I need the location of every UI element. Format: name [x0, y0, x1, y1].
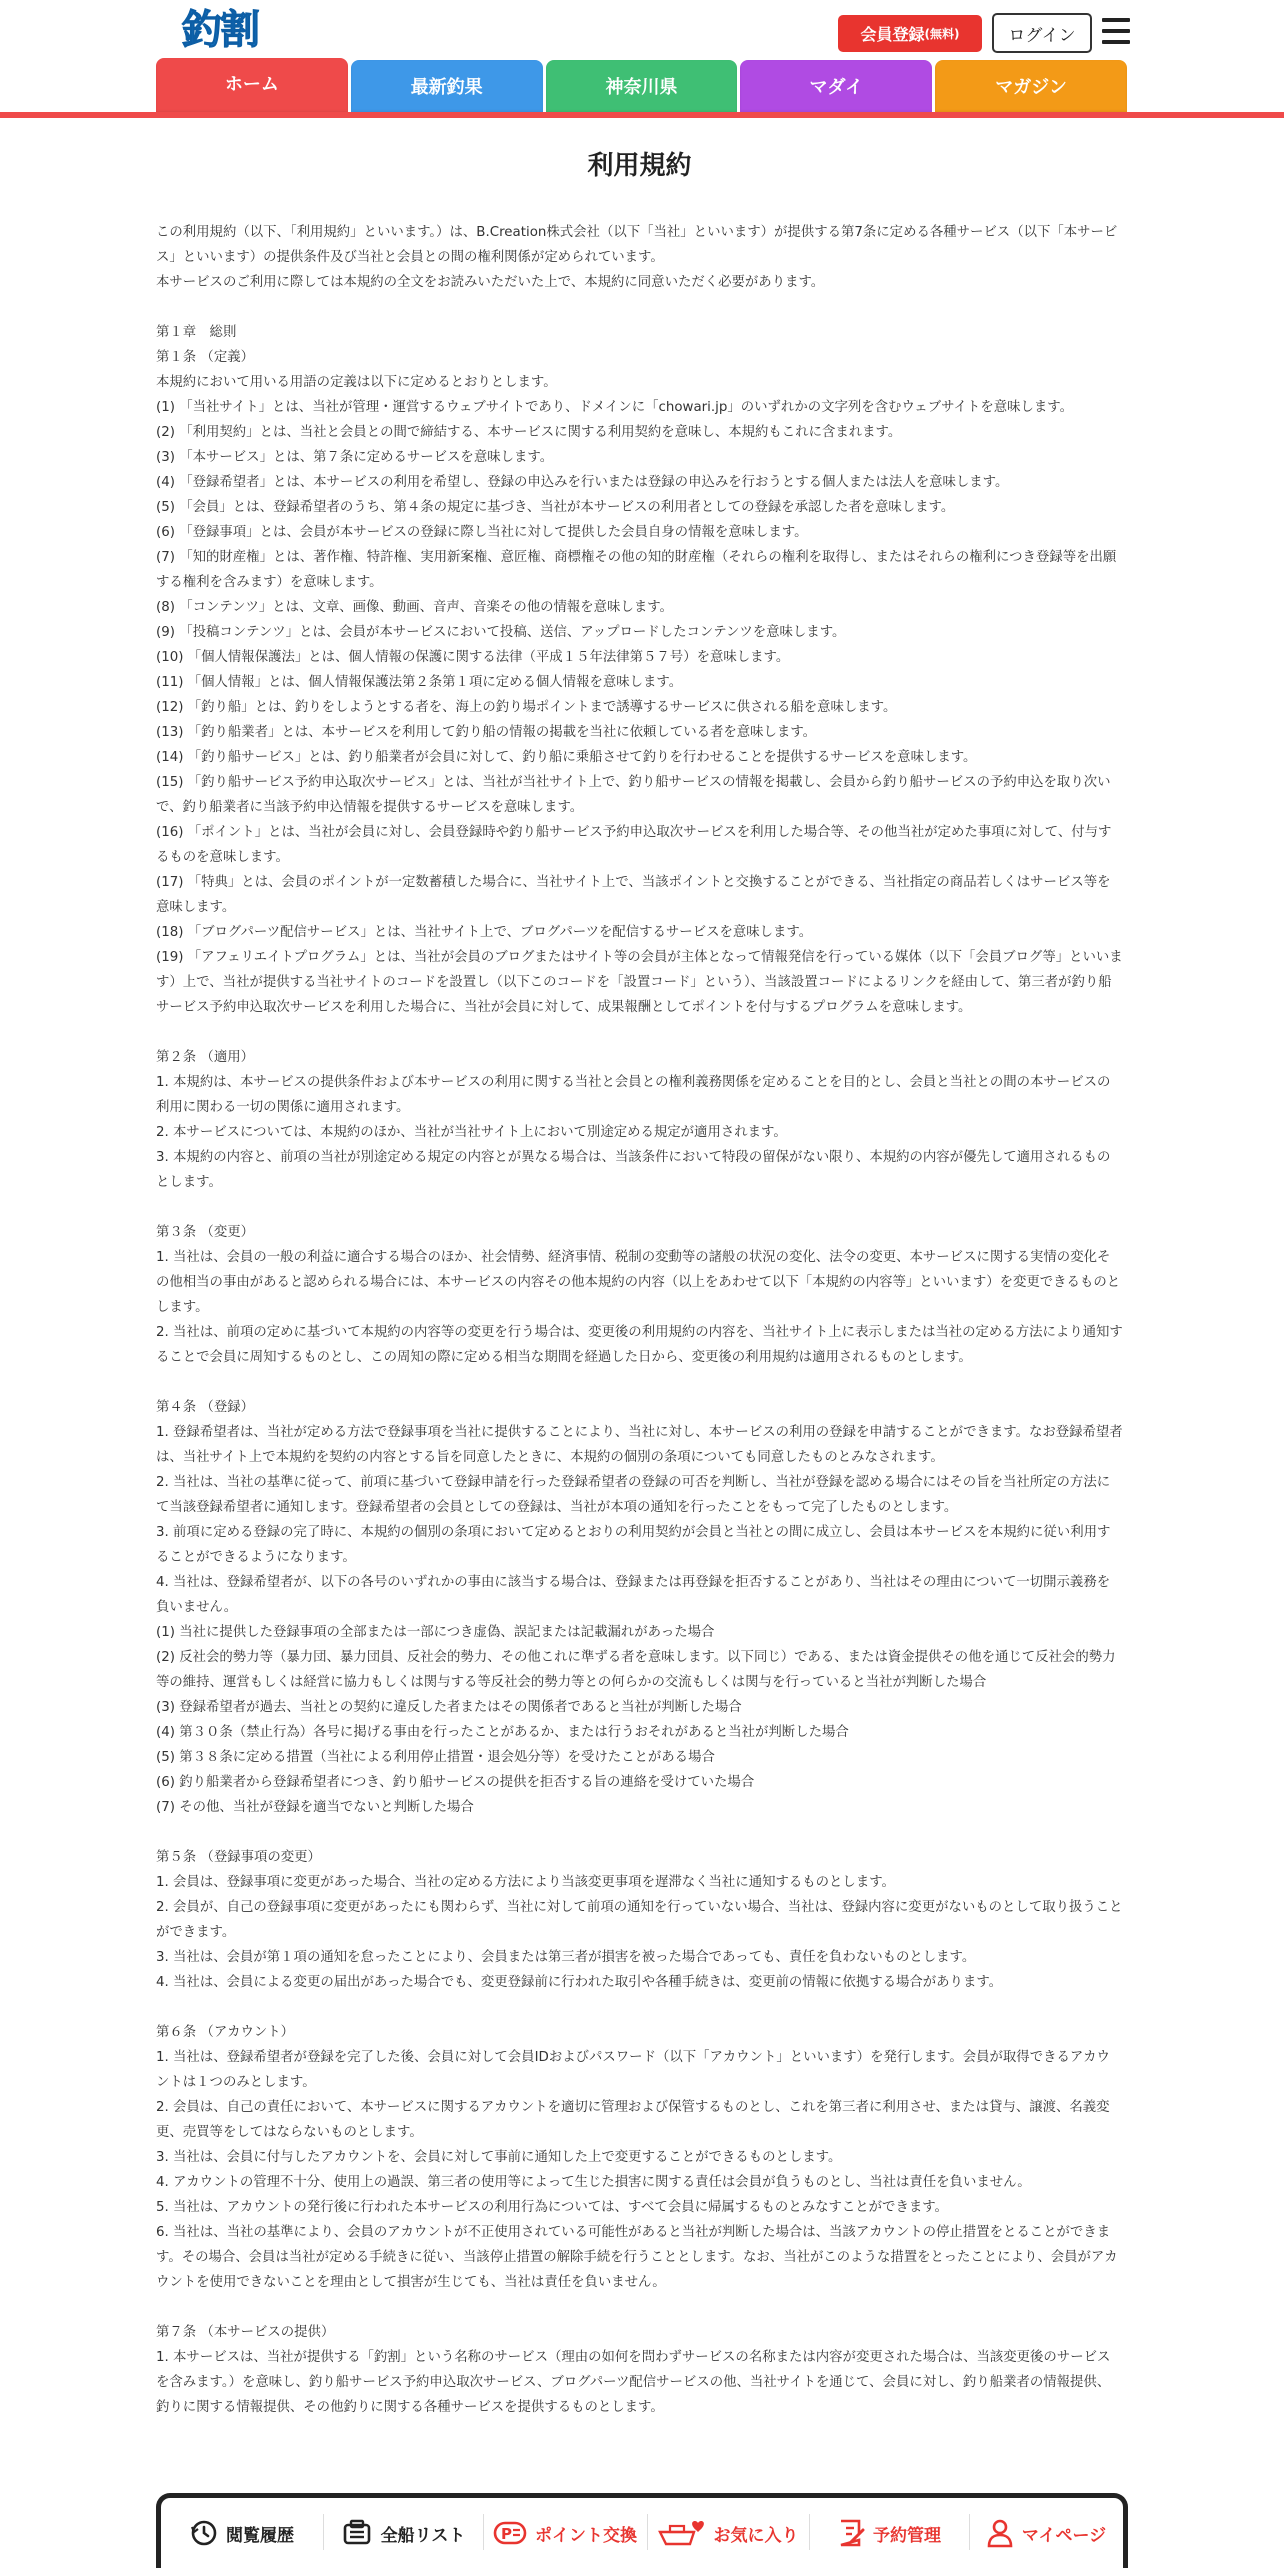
tab-madai[interactable]: マダイ — [740, 60, 932, 112]
terms-paragraph: 3. 当社は、会員に付与したアカウントを、会員に対して事前に通知した上で変更することができるものとします。 — [156, 2150, 842, 2165]
terms-paragraph: (9) 「投稿コンテンツ」とは、会員が本サービスにおいて投稿、送信、アップロードしたコンテンツを意味します。 — [156, 625, 846, 640]
reservation-icon — [837, 2518, 865, 2548]
terms-paragraph: (17) 「特典」とは、会員のポイントが一定数蓄積した場合に、当社サイト上で、当該ポイントと交換することができる、当社指定の商品若しくはサービス等を意味します。 — [156, 875, 1111, 915]
terms-paragraph: 3. 本規約の内容と、前項の当社が別途定める規定の内容とが異なる場合は、当該条件において特段の留保がない限り、本規約の内容が優先して適用されるものとします。 — [156, 1150, 1111, 1190]
paragraph-gap — [156, 1820, 1123, 1845]
tab-magazine[interactable]: マガジン — [935, 60, 1127, 112]
history-icon — [190, 2519, 218, 2547]
terms-paragraph: 5. 当社は、アカウントの発行後に行われた本サービスの利用行為については、すべて会員に帰属するものとみなすことができます。 — [156, 2200, 948, 2215]
terms-paragraph: (5) 「会員」とは、登録希望者のうち、第４条の規定に基づき、当社が本サービスの利用者としての登録を承認した者を意味します。 — [156, 500, 955, 515]
point-exchange-button[interactable] — [483, 2498, 647, 2568]
terms-paragraph: (6) 釣り船業者から登録希望者につき、釣り船サービスの提供を拒否する旨の連絡を受けていた場合 — [156, 1775, 755, 1790]
site-header — [0, 0, 1284, 60]
terms-paragraph: 4. アカウントの管理不十分、使用上の過誤、第三者の使用等によって生じた損害に関する責任は会員が負うものとし、当社は責任を負いません。 — [156, 2175, 1031, 2190]
terms-paragraph: (4) 第３０条（禁止行為）各号に掲げる事由を行ったことがあるか、または行うおそれがあると当社が判断した場合 — [156, 1725, 849, 1740]
terms-paragraph: 第１章 総則 — [156, 325, 237, 340]
user-icon — [986, 2518, 1014, 2548]
terms-paragraph: (10) 「個人情報保護法」とは、個人情報の保護に関する法律（平成１５年法律第５７号）を意味します。 — [156, 650, 790, 665]
history-label: 閲覧履歴 — [226, 2525, 294, 2546]
paragraph-gap — [156, 2295, 1123, 2320]
page-title: 利用規約 — [587, 151, 692, 181]
terms-paragraph: (19) 「アフェリエイトプログラム」とは、当社が会員のブログまたはサイト等の会員が主体となって情報発信を行っている媒体（以下「会員ブログ等」といいます）上で、当社が提供する当社サイトのコードを設置し（以下このコードを「設置コード」という）、当該設置コードによるリンクを経由して、第三者が釣り船サービス予約申込取次サービスを利用した場合に、当社が会員に対して、成果報酬としてポイントを付与するプログラムを意味します。 — [156, 950, 1123, 1015]
terms-paragraph: 2. 会員が、自己の登録事項に変更があったにも関わらず、当社に対して前項の通知を行っていない場合、当社は、登録内容に変更がないものとして取り扱うことができます。 — [156, 1900, 1123, 1940]
terms-paragraph: (2) 「利用契約」とは、当社と会員との間で締結する、本サービスに関する利用契約を意味し、本規約もこれに含まれます。 — [156, 425, 902, 440]
all-ships-label: 全船リスト — [380, 2525, 466, 2546]
register-label: 会員登録 — [860, 25, 925, 44]
terms-paragraph: 3. 当社は、会員が第１項の通知を怠ったことにより、会員または第三者が損害を被った場合であっても、責任を負わないものとします。 — [156, 1950, 976, 1965]
paragraph-gap — [156, 1195, 1123, 1220]
terms-paragraph: 本規約において用いる用語の定義は以下に定めるとおりとします。 — [156, 375, 557, 390]
terms-paragraph: (2) 反社会的勢力等（暴力団、暴力団員、反社会的勢力、その他これに準ずる者を意味します。以下同じ）である、または資金提供その他を通じて反社会的勢力等の維持、運営もしくは経営に協力もしくは関与する等反社会的勢力等との何らかの交流もしくは関与を行っていると当社が判断した場合 — [156, 1650, 1116, 1690]
main-content — [156, 118, 1123, 2420]
paragraph-gap — [156, 1020, 1123, 1045]
terms-paragraph: 2. 本サービスについては、本規約のほか、当社が当社サイト上において別途定める規定が適用されます。 — [156, 1125, 787, 1140]
site-logo[interactable] — [182, 6, 258, 54]
terms-paragraph: 4. 当社は、登録希望者が、以下の各号のいずれかの事由に該当する場合は、登録または再登録を拒否することがあり、当社はその理由について一切開示義務を負いません。 — [156, 1575, 1111, 1615]
terms-paragraph: (16) 「ポイント」とは、当社が会員に対し、会員登録時や釣り船サービス予約申込取次サービスを利用した場合等、その他当社が定めた事項に対して、付与するものを意味します。 — [156, 825, 1112, 865]
register-button[interactable] — [838, 15, 982, 52]
terms-paragraph: 2. 当社は、前項の定めに基づいて本規約の内容等の変更を行う場合は、変更後の利用規約の内容を、当社サイト上に表示しまたは当社の定める方法により通知することで会員に周知するものとし、この周知の際に定める相当な期間を経過した日から、変更後の利用規約は適用されるものとします。 — [156, 1325, 1123, 1365]
terms-paragraph: 第５条 （登録事項の変更） — [156, 1850, 321, 1865]
terms-paragraph: (15) 「釣り船サービス予約申込取次サービス」とは、当社が当社サイト上で、釣り船サービスの情報を掲載し、会員から釣り船サービスの予約申込を取り次いで、釣り船業者に当該予約申込情報を提供するサービスを意味します。 — [156, 775, 1111, 815]
main-nav — [156, 60, 1127, 112]
mypage-label: マイページ — [1021, 2525, 1107, 2546]
terms-paragraph: (13) 「釣り船業者」とは、本サービスを利用して釣り船の情報の掲載を当社に依頼している者を意味します。 — [156, 725, 817, 740]
mypage-button[interactable] — [969, 2498, 1123, 2568]
tab-kanagawa[interactable]: 神奈川県 — [546, 60, 738, 112]
terms-paragraph: (3) 「本サービス」とは、第７条に定めるサービスを意味します。 — [156, 450, 554, 465]
terms-paragraph: (7) 「知的財産権」とは、著作権、特許権、実用新案権、意匠権、商標権その他の知的財産権（それらの権利を取得し、またはそれらの権利につき登録等を出願する権利を含みます）を意味します。 — [156, 550, 1117, 590]
register-suffix: (無料) — [924, 27, 960, 41]
tab-home[interactable]: ホーム — [156, 58, 348, 112]
all-ships-button[interactable] — [323, 2498, 483, 2568]
point-exchange-label: ポイント交換 — [535, 2525, 637, 2546]
terms-paragraph: (5) 第３８条に定める措置（当社による利用停止措置・退会処分等）を受けたことがある場合 — [156, 1750, 715, 1765]
terms-paragraph: 1. 登録希望者は、当社が定める方法で登録事項を当社に提供することにより、当社に対し、本サービスの利用の登録を申請することができます。なお登録希望者は、当社サイト上で本規約を契約の内容とする旨を同意したときに、本規約の個別の条項についても同意したものとみなされます。 — [156, 1425, 1123, 1465]
terms-paragraph: 第６条 （アカウント） — [156, 2025, 295, 2040]
terms-paragraph: 第４条 （登録） — [156, 1400, 254, 1415]
terms-paragraph: 6. 当社は、当社の基準により、会員のアカウントが不正使用されている可能性があると当社が判断した場合は、当該アカウントの停止措置をとることができます。その場合、会員は当社が定める手続きに従い、当該停止措置の解除手続を行うこととします。なお、当社がこのような措置をとったことにより、会員がアカウントを使用できないことを理由として損害が生じても、当社は責任を負いません。 — [156, 2225, 1118, 2290]
terms-paragraph: 第３条 （変更） — [156, 1225, 254, 1240]
favorites-label: お気に入り — [713, 2525, 799, 2546]
login-button[interactable]: ログイン — [992, 13, 1092, 53]
terms-paragraph: (7) その他、当社が登録を適当でないと判断した場合 — [156, 1800, 474, 1815]
terms-paragraph: 1. 本サービスは、当社が提供する「釣割」という名称のサービス（理由の如何を問わずサービスの名称または内容が変更された場合は、当該変更後のサービスを含みます。）を意味し、釣り船サービス予約申込取次サービス、ブログパーツ配信サービスの他、当社サイトを通じて、会員に対し、釣り船業者の情報提供、釣りに関する情報提供、その他釣りに関する各種サービスを提供するものとします。 — [156, 2350, 1111, 2415]
terms-body — [156, 220, 1123, 2420]
terms-paragraph: (8) 「コンテンツ」とは、文章、画像、動画、音声、音楽その他の情報を意味します。 — [156, 600, 673, 615]
favorites-button[interactable] — [647, 2498, 809, 2568]
terms-paragraph: 第７条 （本サービスの提供） — [156, 2325, 335, 2340]
svg-text:P: P — [501, 2525, 512, 2543]
terms-paragraph: (3) 登録希望者が過去、当社との契約に違反した者またはその関係者であると当社が判断した場合 — [156, 1700, 742, 1715]
terms-paragraph: 第２条 （適用） — [156, 1050, 254, 1065]
reservation-label: 予約管理 — [873, 2525, 941, 2546]
terms-paragraph: (4) 「登録希望者」とは、本サービスの利用を希望し、登録の申込みを行いまたは登録の申込みを行おうとする個人または法人を意味します。 — [156, 475, 1009, 490]
terms-paragraph: 3. 前項に定める登録の完了時に、本規約の個別の条項において定めるとおりの利用契約が会員と当社との間に成立し、会員は本サービスを本規約に従い利用することができるようになります。 — [156, 1525, 1111, 1565]
terms-paragraph: (12) 「釣り船」とは、釣りをしようとする者を、海上の釣り場ポイントまで誘導するサービスに供される船を意味します。 — [156, 700, 897, 715]
menu-icon[interactable] — [1102, 18, 1130, 44]
terms-paragraph: 2. 会員は、自己の責任において、本サービスに関するアカウントを適切に管理および保管するものとし、これを第三者に利用させ、または貸与、譲渡、名義変更、売買等をしてはならないものとします。 — [156, 2100, 1110, 2140]
bottom-nav-bar — [156, 2493, 1128, 2568]
paragraph-gap — [156, 295, 1123, 320]
point-icon — [493, 2520, 527, 2546]
terms-paragraph: (18) 「ブログパーツ配信サービス」とは、当社サイト上で、ブログパーツを配信するサービスを意味します。 — [156, 925, 813, 940]
terms-paragraph: 4. 当社は、会員による変更の届出があった場合でも、変更登録前に行われた取引や各種手続きは、変更前の情報に依拠する場合があります。 — [156, 1975, 1003, 1990]
terms-paragraph: (1) 「当社サイト」とは、当社が管理・運営するウェブサイトであり、ドメインに「chowari.jp」のいずれかの文字列を含むウェブサイトを意味します。 — [156, 400, 1073, 415]
terms-paragraph: 1. 当社は、登録希望者が登録を完了した後、会員に対して会員IDおよびパスワード（以下「アカウント」といいます）を発行します。会員が取得できるアカウントは１つのみとします。 — [156, 2050, 1110, 2090]
terms-paragraph: (6) 「登録事項」とは、会員が本サービスの登録に際し当社に対して提供した会員自身の情報を意味します。 — [156, 525, 808, 540]
paragraph-gap — [156, 1370, 1123, 1395]
terms-paragraph: 本サービスのご利用に際しては本規約の全文をお読みいただいた上で、本規約に同意いただく必要があります。 — [156, 275, 825, 290]
reservation-button[interactable] — [809, 2498, 969, 2568]
terms-paragraph: 1. 当社は、会員の一般の利益に適合する場合のほか、社会情勢、経済事情、税制の変動等の諸般の状況の変化、法令の変更、本サービスに関する実情の変化その他相当の事由があると認められる場合には、本サービスの内容その他本規約の内容（以上をあわせて以下「本規約の内容等」といいます）を変更できるものとします。 — [156, 1250, 1121, 1315]
terms-paragraph: (11) 「個人情報」とは、個人情報保護法第２条第１項に定める個人情報を意味します。 — [156, 675, 683, 690]
terms-paragraph: この利用規約（以下、「利用規約」といいます。）は、B.Creation株式会社（以下「当社」といいます）が提供する第7条に定める各種サービス（以下「本サービス」といいます）の提供条件及び当社と会員との間の権利関係が定められています。 — [156, 225, 1118, 265]
logo-text: 釣割 — [182, 7, 258, 53]
terms-paragraph: (1) 当社に提供した登録事項の全部または一部につき虚偽、誤記または記載漏れがあった場合 — [156, 1625, 715, 1640]
history-button[interactable] — [161, 2498, 323, 2568]
terms-paragraph: 1. 本規約は、本サービスの提供条件および本サービスの利用に関する当社と会員との権利義務関係を定めることを目的とし、会員と当社との間の本サービスの利用に関わる一切の関係に適用されます。 — [156, 1075, 1111, 1115]
favorite-icon — [658, 2518, 706, 2548]
list-icon — [341, 2519, 373, 2547]
terms-paragraph: 1. 会員は、登録事項に変更があった場合、当社の定める方法により当該変更事項を遅滞なく当社に通知するものとします。 — [156, 1875, 895, 1890]
terms-paragraph: 第１条 （定義） — [156, 350, 254, 365]
tab-latest-catch[interactable]: 最新釣果 — [351, 60, 543, 112]
terms-paragraph: 2. 当社は、当社の基準に従って、前項に基づいて登録申請を行った登録希望者の登録の可否を判断し、当社が登録を認める場合にはその旨を当社所定の方法にて当該登録希望者に通知します。登録希望者の会員としての登録は、当社が本項の通知を行ったことをもって完了したものとします。 — [156, 1475, 1111, 1515]
paragraph-gap — [156, 1995, 1123, 2020]
terms-paragraph: (14) 「釣り船サービス」とは、釣り船業者が会員に対して、釣り船に乗船させて釣りを行わせることを提供するサービスを意味します。 — [156, 750, 977, 765]
